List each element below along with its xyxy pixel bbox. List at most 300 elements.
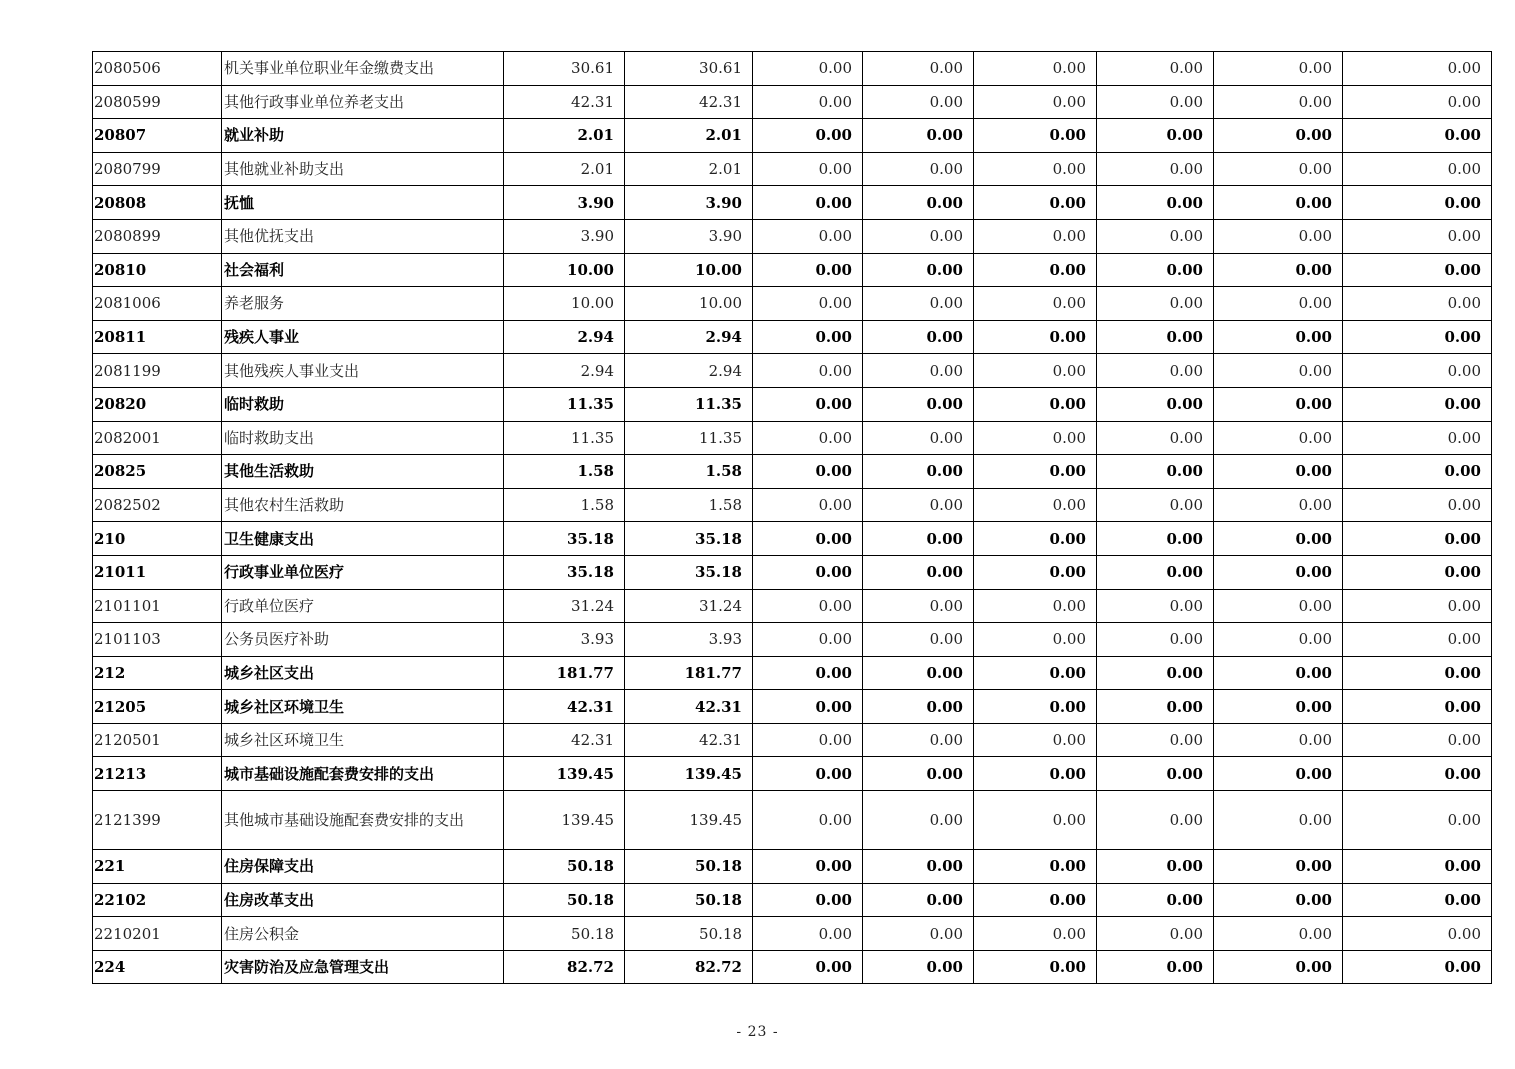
subject-name-cell: 其他优抚支出 [222,219,504,253]
amount-cell: 0.00 [863,522,974,556]
amount-cell: 0.00 [1343,421,1492,455]
amount-cell: 0.00 [974,219,1097,253]
amount-cell: 31.24 [625,589,753,623]
amount-cell: 0.00 [753,488,863,522]
amount-cell: 0.00 [1097,555,1214,589]
amount-cell: 0.00 [1097,623,1214,657]
amount-cell: 0.00 [1097,589,1214,623]
amount-cell: 0.00 [1343,186,1492,220]
amount-cell: 0.00 [974,85,1097,119]
amount-cell: 0.00 [863,152,974,186]
subject-name-cell: 住房公积金 [222,917,504,951]
amount-cell: 0.00 [974,354,1097,388]
amount-cell: 0.00 [1343,85,1492,119]
amount-cell: 35.18 [625,555,753,589]
subject-name-cell: 临时救助支出 [222,421,504,455]
amount-cell: 0.00 [1343,690,1492,724]
amount-cell: 50.18 [504,850,625,884]
amount-cell: 0.00 [863,387,974,421]
amount-cell: 0.00 [1097,690,1214,724]
amount-cell: 0.00 [1343,656,1492,690]
amount-cell: 0.00 [974,52,1097,86]
amount-cell: 0.00 [1343,522,1492,556]
amount-cell: 0.00 [1097,950,1214,984]
amount-cell: 0.00 [1343,354,1492,388]
subject-code-cell: 2080599 [93,85,222,119]
subject-code-cell: 2081199 [93,354,222,388]
amount-cell: 0.00 [974,623,1097,657]
table-row [93,522,1492,556]
amount-cell: 181.77 [504,656,625,690]
amount-cell: 0.00 [1097,52,1214,86]
amount-cell: 82.72 [504,950,625,984]
amount-cell: 0.00 [1214,555,1343,589]
amount-cell: 0.00 [1343,950,1492,984]
amount-cell: 3.93 [504,623,625,657]
table-row [93,421,1492,455]
amount-cell: 0.00 [863,488,974,522]
amount-cell: 50.18 [504,917,625,951]
amount-cell: 42.31 [504,723,625,757]
amount-cell: 0.00 [974,119,1097,153]
amount-cell: 0.00 [1214,850,1343,884]
amount-cell: 0.00 [863,85,974,119]
subject-name-cell: 临时救助 [222,387,504,421]
subject-name-cell: 其他残疾人事业支出 [222,354,504,388]
amount-cell: 0.00 [974,883,1097,917]
table-row [93,488,1492,522]
amount-cell: 35.18 [504,522,625,556]
subject-name-cell: 养老服务 [222,287,504,321]
amount-cell: 0.00 [974,757,1097,791]
amount-cell: 0.00 [1097,152,1214,186]
amount-cell: 0.00 [1343,723,1492,757]
amount-cell: 0.00 [1214,917,1343,951]
subject-code-cell: 20808 [93,186,222,220]
amount-cell: 0.00 [1097,253,1214,287]
amount-cell: 3.90 [504,219,625,253]
amount-cell: 0.00 [863,455,974,489]
subject-code-cell: 2101101 [93,589,222,623]
amount-cell: 10.00 [625,253,753,287]
amount-cell: 0.00 [1214,387,1343,421]
amount-cell: 11.35 [504,421,625,455]
amount-cell: 30.61 [504,52,625,86]
amount-cell: 0.00 [974,555,1097,589]
amount-cell: 0.00 [1097,219,1214,253]
subject-name-cell: 抚恤 [222,186,504,220]
table-row [93,883,1492,917]
subject-name-cell: 城乡社区环境卫生 [222,723,504,757]
amount-cell: 2.01 [504,152,625,186]
amount-cell: 0.00 [753,219,863,253]
amount-cell: 0.00 [1097,387,1214,421]
table-row [93,387,1492,421]
subject-name-cell: 公务员医疗补助 [222,623,504,657]
amount-cell: 0.00 [974,723,1097,757]
amount-cell: 0.00 [1343,623,1492,657]
amount-cell: 0.00 [1343,883,1492,917]
amount-cell: 0.00 [1343,917,1492,951]
amount-cell: 0.00 [753,791,863,850]
amount-cell: 0.00 [1214,723,1343,757]
amount-cell: 0.00 [1214,656,1343,690]
amount-cell: 30.61 [625,52,753,86]
amount-cell: 0.00 [753,421,863,455]
amount-cell: 0.00 [863,950,974,984]
subject-code-cell: 2210201 [93,917,222,951]
amount-cell: 0.00 [974,186,1097,220]
subject-name-cell: 灾害防治及应急管理支出 [222,950,504,984]
amount-cell: 0.00 [974,522,1097,556]
table-row [93,757,1492,791]
subject-name-cell: 卫生健康支出 [222,522,504,556]
amount-cell: 0.00 [753,850,863,884]
amount-cell: 0.00 [863,690,974,724]
amount-cell: 0.00 [863,253,974,287]
amount-cell: 0.00 [1097,186,1214,220]
amount-cell: 139.45 [504,757,625,791]
subject-name-cell: 机关事业单位职业年金缴费支出 [222,52,504,86]
amount-cell: 2.94 [625,354,753,388]
table-row [93,950,1492,984]
amount-cell: 1.58 [625,488,753,522]
amount-cell: 0.00 [1097,656,1214,690]
amount-cell: 0.00 [1097,488,1214,522]
amount-cell: 0.00 [863,119,974,153]
amount-cell: 0.00 [1097,723,1214,757]
amount-cell: 0.00 [1214,287,1343,321]
table-row [93,219,1492,253]
subject-code-cell: 20810 [93,253,222,287]
amount-cell: 0.00 [974,656,1097,690]
amount-cell: 50.18 [625,850,753,884]
amount-cell: 0.00 [753,186,863,220]
amount-cell: 0.00 [1097,791,1214,850]
amount-cell: 0.00 [753,757,863,791]
amount-cell: 50.18 [625,917,753,951]
amount-cell: 11.35 [504,387,625,421]
table-row [93,589,1492,623]
subject-name-cell: 城乡社区环境卫生 [222,690,504,724]
amount-cell: 0.00 [1214,186,1343,220]
amount-cell: 3.90 [625,186,753,220]
amount-cell: 0.00 [1097,354,1214,388]
amount-cell: 10.00 [504,253,625,287]
subject-code-cell: 224 [93,950,222,984]
subject-name-cell: 其他就业补助支出 [222,152,504,186]
amount-cell: 42.31 [504,690,625,724]
subject-name-cell: 残疾人事业 [222,320,504,354]
amount-cell: 139.45 [625,757,753,791]
table-row [93,455,1492,489]
amount-cell: 0.00 [753,723,863,757]
amount-cell: 35.18 [625,522,753,556]
amount-cell: 0.00 [1343,757,1492,791]
amount-cell: 0.00 [974,950,1097,984]
amount-cell: 0.00 [753,623,863,657]
amount-cell: 0.00 [753,656,863,690]
table-row [93,917,1492,951]
amount-cell: 3.90 [504,186,625,220]
table-row [93,186,1492,220]
table-row [93,555,1492,589]
amount-cell: 0.00 [1343,589,1492,623]
amount-cell: 0.00 [1343,119,1492,153]
amount-cell: 0.00 [753,354,863,388]
amount-cell: 0.00 [974,917,1097,951]
amount-cell: 0.00 [753,690,863,724]
budget-table [92,51,1492,984]
amount-cell: 0.00 [1343,791,1492,850]
subject-code-cell: 2120501 [93,723,222,757]
table-row [93,791,1492,850]
amount-cell: 0.00 [863,555,974,589]
amount-cell: 0.00 [1214,883,1343,917]
amount-cell: 2.01 [625,119,753,153]
table-row [93,723,1492,757]
table-row [93,85,1492,119]
amount-cell: 0.00 [974,320,1097,354]
table-row [93,656,1492,690]
subject-code-cell: 21205 [93,690,222,724]
amount-cell: 0.00 [1214,219,1343,253]
amount-cell: 0.00 [974,791,1097,850]
table-row [93,850,1492,884]
amount-cell: 2.94 [625,320,753,354]
amount-cell: 0.00 [863,791,974,850]
amount-cell: 0.00 [753,85,863,119]
amount-cell: 0.00 [863,52,974,86]
amount-cell: 0.00 [974,690,1097,724]
amount-cell: 0.00 [753,152,863,186]
amount-cell: 0.00 [1214,152,1343,186]
amount-cell: 0.00 [1097,287,1214,321]
amount-cell: 0.00 [1214,52,1343,86]
amount-cell: 0.00 [863,320,974,354]
subject-code-cell: 20825 [93,455,222,489]
amount-cell: 0.00 [863,186,974,220]
amount-cell: 0.00 [753,52,863,86]
subject-name-cell: 社会福利 [222,253,504,287]
amount-cell: 0.00 [753,555,863,589]
amount-cell: 0.00 [863,850,974,884]
subject-name-cell: 其他行政事业单位养老支出 [222,85,504,119]
table-row [93,623,1492,657]
amount-cell: 10.00 [625,287,753,321]
amount-cell: 0.00 [863,623,974,657]
amount-cell: 0.00 [863,421,974,455]
table-row [93,253,1492,287]
subject-code-cell: 2082502 [93,488,222,522]
subject-code-cell: 21213 [93,757,222,791]
amount-cell: 0.00 [753,320,863,354]
amount-cell: 0.00 [1343,850,1492,884]
amount-cell: 11.35 [625,421,753,455]
amount-cell: 0.00 [1214,950,1343,984]
amount-cell: 0.00 [753,883,863,917]
amount-cell: 2.94 [504,354,625,388]
amount-cell: 0.00 [974,455,1097,489]
subject-name-cell: 就业补助 [222,119,504,153]
amount-cell: 139.45 [625,791,753,850]
subject-code-cell: 210 [93,522,222,556]
amount-cell: 0.00 [863,589,974,623]
amount-cell: 0.00 [863,219,974,253]
amount-cell: 0.00 [974,287,1097,321]
table-body [93,52,1492,984]
subject-code-cell: 221 [93,850,222,884]
amount-cell: 0.00 [753,119,863,153]
amount-cell: 0.00 [1097,320,1214,354]
subject-code-cell: 20811 [93,320,222,354]
amount-cell: 0.00 [863,656,974,690]
amount-cell: 0.00 [1097,421,1214,455]
table-row [93,690,1492,724]
amount-cell: 50.18 [504,883,625,917]
amount-cell: 0.00 [1214,488,1343,522]
amount-cell: 139.45 [504,791,625,850]
amount-cell: 0.00 [1343,52,1492,86]
subject-name-cell: 其他生活救助 [222,455,504,489]
amount-cell: 0.00 [1214,522,1343,556]
amount-cell: 0.00 [863,883,974,917]
amount-cell: 0.00 [863,723,974,757]
page-number: - 23 - [736,1024,779,1040]
amount-cell: 0.00 [1343,219,1492,253]
amount-cell: 2.94 [504,320,625,354]
subject-code-cell: 2082001 [93,421,222,455]
amount-cell: 42.31 [625,723,753,757]
amount-cell: 1.58 [625,455,753,489]
subject-code-cell: 2081006 [93,287,222,321]
amount-cell: 0.00 [1214,757,1343,791]
table-row [93,287,1492,321]
subject-code-cell: 2080506 [93,52,222,86]
amount-cell: 0.00 [863,287,974,321]
subject-code-cell: 2080899 [93,219,222,253]
amount-cell: 1.58 [504,488,625,522]
amount-cell: 0.00 [753,917,863,951]
amount-cell: 0.00 [1343,287,1492,321]
amount-cell: 0.00 [1343,152,1492,186]
amount-cell: 0.00 [1214,623,1343,657]
amount-cell: 0.00 [1214,119,1343,153]
amount-cell: 0.00 [1343,320,1492,354]
amount-cell: 0.00 [1214,85,1343,119]
subject-name-cell: 行政单位医疗 [222,589,504,623]
amount-cell: 0.00 [1343,555,1492,589]
amount-cell: 0.00 [863,354,974,388]
amount-cell: 0.00 [1097,455,1214,489]
subject-code-cell: 212 [93,656,222,690]
amount-cell: 0.00 [974,488,1097,522]
amount-cell: 0.00 [753,522,863,556]
amount-cell: 0.00 [753,589,863,623]
amount-cell: 0.00 [1097,917,1214,951]
subject-name-cell: 住房改革支出 [222,883,504,917]
subject-name-cell: 住房保障支出 [222,850,504,884]
amount-cell: 0.00 [974,589,1097,623]
amount-cell: 0.00 [1343,488,1492,522]
amount-cell: 0.00 [753,253,863,287]
amount-cell: 0.00 [1097,85,1214,119]
amount-cell: 0.00 [974,387,1097,421]
subject-code-cell: 20820 [93,387,222,421]
table-row [93,119,1492,153]
amount-cell: 0.00 [1097,119,1214,153]
amount-cell: 0.00 [1214,589,1343,623]
subject-code-cell: 2121399 [93,791,222,850]
amount-cell: 0.00 [1214,253,1343,287]
amount-cell: 0.00 [1343,387,1492,421]
amount-cell: 0.00 [1214,791,1343,850]
amount-cell: 50.18 [625,883,753,917]
subject-code-cell: 2080799 [93,152,222,186]
amount-cell: 42.31 [625,85,753,119]
amount-cell: 31.24 [504,589,625,623]
amount-cell: 0.00 [974,850,1097,884]
amount-cell: 1.58 [504,455,625,489]
amount-cell: 0.00 [1343,253,1492,287]
amount-cell: 0.00 [863,917,974,951]
table-row [93,320,1492,354]
amount-cell: 0.00 [1097,757,1214,791]
amount-cell: 2.01 [625,152,753,186]
subject-name-cell: 城市基础设施配套费安排的支出 [222,757,504,791]
table-row [93,52,1492,86]
amount-cell: 35.18 [504,555,625,589]
amount-cell: 0.00 [974,152,1097,186]
amount-cell: 0.00 [1343,455,1492,489]
table-row [93,152,1492,186]
amount-cell: 0.00 [1097,850,1214,884]
subject-name-cell: 城乡社区支出 [222,656,504,690]
amount-cell: 0.00 [753,455,863,489]
amount-cell: 3.90 [625,219,753,253]
amount-cell: 0.00 [863,757,974,791]
amount-cell: 181.77 [625,656,753,690]
amount-cell: 0.00 [753,287,863,321]
amount-cell: 0.00 [1214,320,1343,354]
subject-code-cell: 2101103 [93,623,222,657]
amount-cell: 0.00 [1214,354,1343,388]
subject-name-cell: 其他农村生活救助 [222,488,504,522]
amount-cell: 42.31 [504,85,625,119]
amount-cell: 0.00 [974,253,1097,287]
amount-cell: 0.00 [974,421,1097,455]
subject-name-cell: 其他城市基础设施配套费安排的支出 [222,791,504,850]
amount-cell: 11.35 [625,387,753,421]
subject-name-cell: 行政事业单位医疗 [222,555,504,589]
amount-cell: 10.00 [504,287,625,321]
amount-cell: 0.00 [1214,455,1343,489]
amount-cell: 0.00 [753,950,863,984]
amount-cell: 0.00 [1214,690,1343,724]
amount-cell: 0.00 [753,387,863,421]
amount-cell: 2.01 [504,119,625,153]
subject-code-cell: 21011 [93,555,222,589]
table-row [93,354,1492,388]
amount-cell: 42.31 [625,690,753,724]
subject-code-cell: 22102 [93,883,222,917]
subject-code-cell: 20807 [93,119,222,153]
amount-cell: 0.00 [1097,883,1214,917]
amount-cell: 0.00 [1097,522,1214,556]
amount-cell: 82.72 [625,950,753,984]
amount-cell: 0.00 [1214,421,1343,455]
amount-cell: 3.93 [625,623,753,657]
